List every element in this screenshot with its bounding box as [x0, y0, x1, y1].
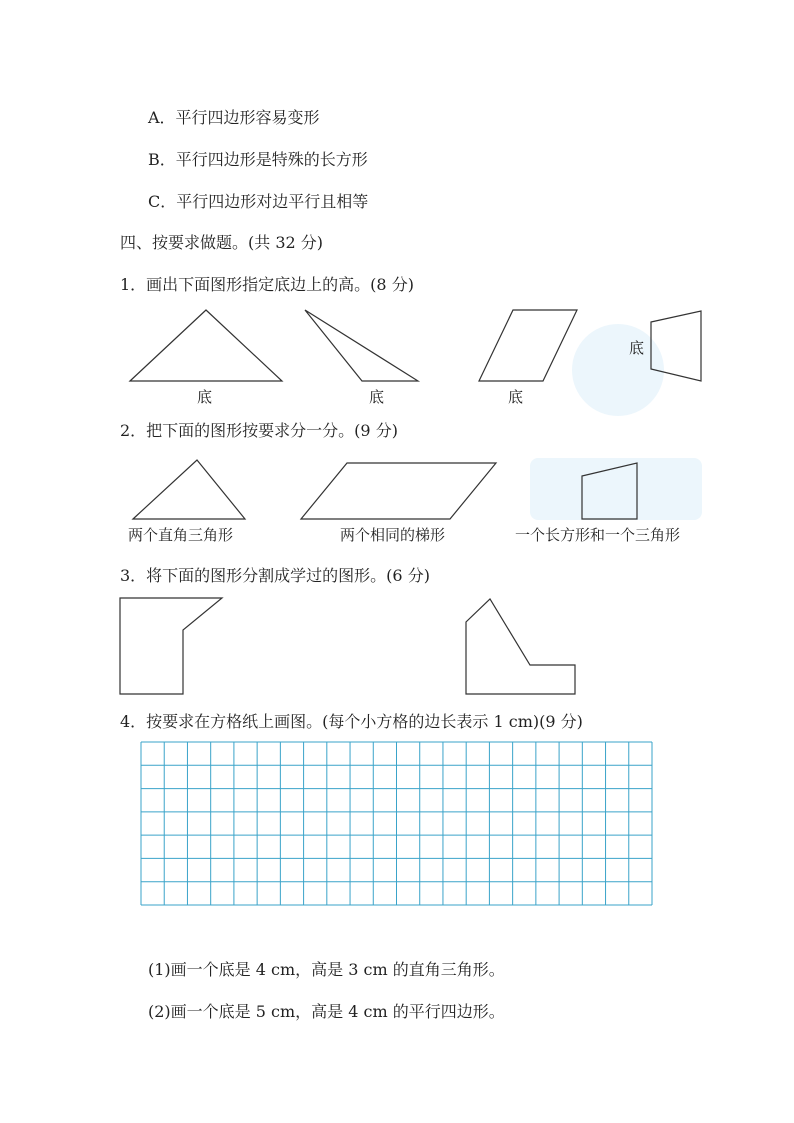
section-heading: 四、按要求做题。(共 32 分) — [120, 233, 324, 252]
q1-base-label: 底 — [197, 388, 213, 406]
q3-title: 3．将下面的图形分割成学过的图形。(6 分) — [120, 566, 430, 585]
q2-label: 两个直角三角形 — [128, 526, 234, 544]
choice-b: B．平行四边形是特殊的长方形 — [148, 150, 368, 169]
q2-label: 两个相同的梯形 — [340, 526, 446, 544]
q4-title: 4．按要求在方格纸上画图。(每个小方格的边长表示 1 cm)(9 分) — [120, 712, 583, 731]
q2-title: 2．把下面的图形按要求分一分。(9 分) — [120, 421, 398, 440]
q4-task-1: (1)画一个底是 4 cm，高是 3 cm 的直角三角形。 — [148, 960, 505, 979]
q1-base-label: 底 — [629, 339, 645, 357]
q1-base-label: 底 — [369, 388, 385, 406]
q4-task-2: (2)画一个底是 5 cm，高是 4 cm 的平行四边形。 — [148, 1002, 505, 1021]
q1-base-label: 底 — [508, 388, 524, 406]
q2-label: 一个长方形和一个三角形 — [515, 526, 681, 544]
choice-a: A．平行四边形容易变形 — [148, 108, 320, 127]
choice-c: C．平行四边形对边平行且相等 — [148, 192, 369, 211]
q1-title: 1．画出下面图形指定底边上的高。(8 分) — [120, 275, 414, 294]
